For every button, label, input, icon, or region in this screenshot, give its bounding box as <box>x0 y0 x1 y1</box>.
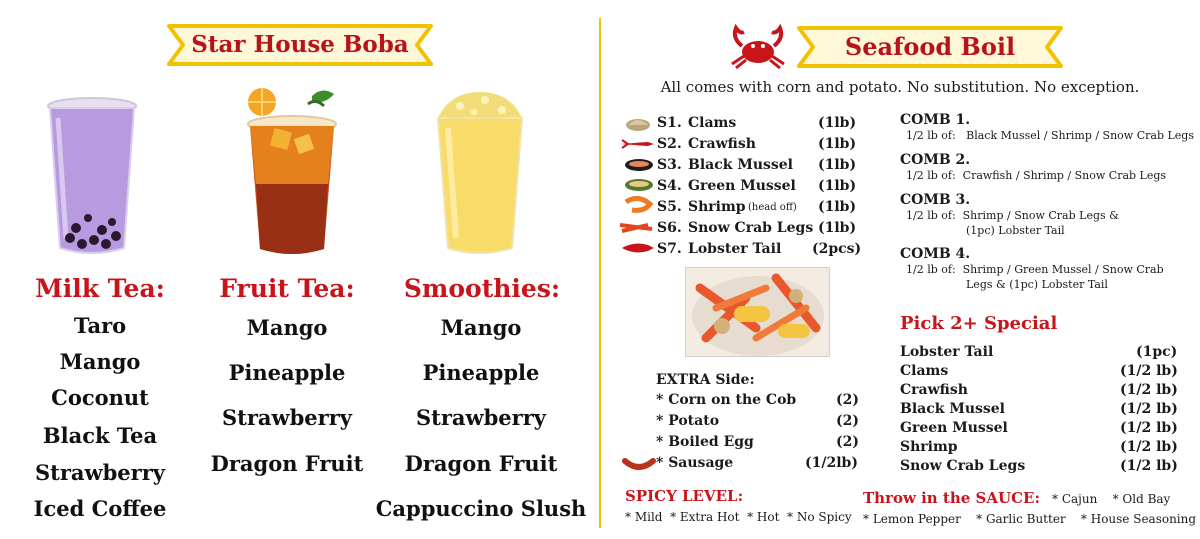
sauce-options-line1: * Cajun * Old Bay <box>1052 492 1171 506</box>
combo-line: 1/2 lb of: Crawfish / Shrimp / Snow Crab Legs <box>906 169 1167 182</box>
extra-side-qty: (2) <box>836 413 859 429</box>
seafood-title: Seafood Boil <box>844 32 1016 61</box>
milk-tea-heading: Milk Tea: <box>35 274 165 303</box>
crab-icon <box>728 22 788 74</box>
pick2-qty: (1/2 lb) <box>1120 382 1178 398</box>
pick2-qty: (1pc) <box>1136 344 1178 360</box>
crawfish-icon <box>618 136 652 150</box>
fruit-tea-item: Strawberry <box>222 405 352 430</box>
combo-title: COMB 4. <box>900 246 971 262</box>
shrimp-icon <box>622 196 656 210</box>
extra-side-heading: EXTRA Side: <box>656 372 755 388</box>
lobster-tail-icon <box>620 240 654 254</box>
milk-tea-item: Black Tea <box>42 423 158 448</box>
seafood-item-name: Snow Crab Legs <box>688 220 814 236</box>
fruit-tea-item: Dragon Fruit <box>210 451 364 476</box>
milk-tea-item: Strawberry <box>35 460 165 485</box>
combo-line: 1/2 lb of: Black Mussel / Shrimp / Snow Crab Legs <box>906 129 1194 142</box>
pick2-heading: Pick 2+ Special <box>900 313 1058 334</box>
combo-title: COMB 1. <box>900 112 971 128</box>
milk-tea-item: Iced Coffee <box>33 496 167 521</box>
seafood-item-name: Green Mussel <box>688 178 796 194</box>
green-mussel-icon <box>622 177 656 191</box>
seafood-item-name: Lobster Tail <box>688 241 782 257</box>
extra-side-item: * Corn on the Cob <box>656 392 797 408</box>
extra-side-item: * Boiled Egg <box>656 434 754 450</box>
seafood-item-qty: (1lb) <box>818 220 857 236</box>
seafood-boil-photo <box>685 267 830 357</box>
seafood-item-qty: (1lb) <box>818 115 857 131</box>
seafood-item-code: S4. <box>657 178 682 194</box>
fruit-tea-item: Mango <box>246 315 328 340</box>
fruit-tea-heading: Fruit Tea: <box>219 274 355 303</box>
pick2-item: Clams <box>900 363 949 379</box>
pick2-qty: (1/2 lb) <box>1120 363 1178 379</box>
clam-icon <box>622 116 656 130</box>
seafood-item-name: Shrimp <box>688 199 746 215</box>
seafood-item-code: S5. <box>657 199 682 215</box>
sauce-options-line2: * Lemon Pepper * Garlic Butter * House Seasoning <box>863 512 1197 526</box>
pick2-item: Crawfish <box>900 382 968 398</box>
extra-side-item: * Potato <box>656 413 720 429</box>
seafood-item-qty: (1lb) <box>818 136 857 152</box>
extra-side-item: * Sausage <box>656 455 734 471</box>
smoothie-item: Cappuccino Slush <box>375 496 587 521</box>
extra-side-qty: (2) <box>836 392 859 408</box>
seafood-item-code: S7. <box>657 241 682 257</box>
seafood-title-banner <box>795 24 1065 70</box>
combo-title: COMB 3. <box>900 192 971 208</box>
combo-line: Legs & (1pc) Lobster Tail <box>966 278 1108 291</box>
pick2-item: Shrimp <box>900 439 958 455</box>
seafood-item-qty: (1lb) <box>818 199 857 215</box>
combo-line: 1/2 lb of: Shrimp / Snow Crab Legs & <box>906 209 1119 222</box>
combo-line: 1/2 lb of: Shrimp / Green Mussel / Snow Crab <box>906 263 1164 276</box>
seafood-item-note: (head off) <box>748 202 797 213</box>
seafood-item-name: Crawfish <box>688 136 756 152</box>
crab-legs-icon <box>618 220 652 234</box>
extra-side-qty: (2) <box>836 434 859 450</box>
smoothie-cup <box>430 88 530 262</box>
seafood-item-code: S3. <box>657 157 682 173</box>
pick2-item: Snow Crab Legs <box>900 458 1026 474</box>
boba-title-banner <box>165 22 435 68</box>
seafood-item-qty: (2pcs) <box>812 241 862 257</box>
pick2-qty: (1/2 lb) <box>1120 439 1178 455</box>
seafood-item-code: S1. <box>657 115 682 131</box>
spicy-level-options: * Mild * Extra Hot * Hot * No Spicy <box>625 510 852 524</box>
pick2-item: Lobster Tail <box>900 344 994 360</box>
milk-tea-item: Coconut <box>51 385 149 410</box>
combo-title: COMB 2. <box>900 152 971 168</box>
seafood-subtitle: All comes with corn and potato. No substitution. No exception. <box>660 78 1140 96</box>
sausage-icon <box>622 456 656 470</box>
purple-milk-tea-cup <box>42 88 142 262</box>
sauce-heading: Throw in the SAUCE: <box>863 489 1040 507</box>
section-divider <box>599 18 601 528</box>
extra-side-qty: (1/2lb) <box>805 455 858 471</box>
pick2-qty: (1/2 lb) <box>1120 458 1178 474</box>
pick2-qty: (1/2 lb) <box>1120 420 1178 436</box>
combo-line: (1pc) Lobster Tail <box>966 224 1065 237</box>
seafood-item-name: Clams <box>688 115 737 131</box>
black-mussel-icon <box>622 157 656 171</box>
boba-title: Star House Boba <box>191 31 409 58</box>
fruit-tea-item: Pineapple <box>228 360 346 385</box>
fruit-tea-cup <box>242 84 342 263</box>
seafood-item-qty: (1lb) <box>818 157 857 173</box>
smoothies-heading: Smoothies: <box>403 274 561 303</box>
seafood-item-code: S6. <box>657 220 682 236</box>
milk-tea-item: Mango <box>59 349 141 374</box>
seafood-item-name: Black Mussel <box>688 157 793 173</box>
seafood-item-code: S2. <box>657 136 682 152</box>
smoothie-item: Strawberry <box>416 405 546 430</box>
smoothie-item: Mango <box>440 315 522 340</box>
pick2-qty: (1/2 lb) <box>1120 401 1178 417</box>
seafood-item-qty: (1lb) <box>818 178 857 194</box>
milk-tea-item: Taro <box>73 313 127 338</box>
spicy-level-heading: SPICY LEVEL: <box>625 487 744 505</box>
pick2-item: Black Mussel <box>900 401 1005 417</box>
smoothie-item: Dragon Fruit <box>404 451 558 476</box>
pick2-item: Green Mussel <box>900 420 1008 436</box>
smoothie-item: Pineapple <box>422 360 540 385</box>
